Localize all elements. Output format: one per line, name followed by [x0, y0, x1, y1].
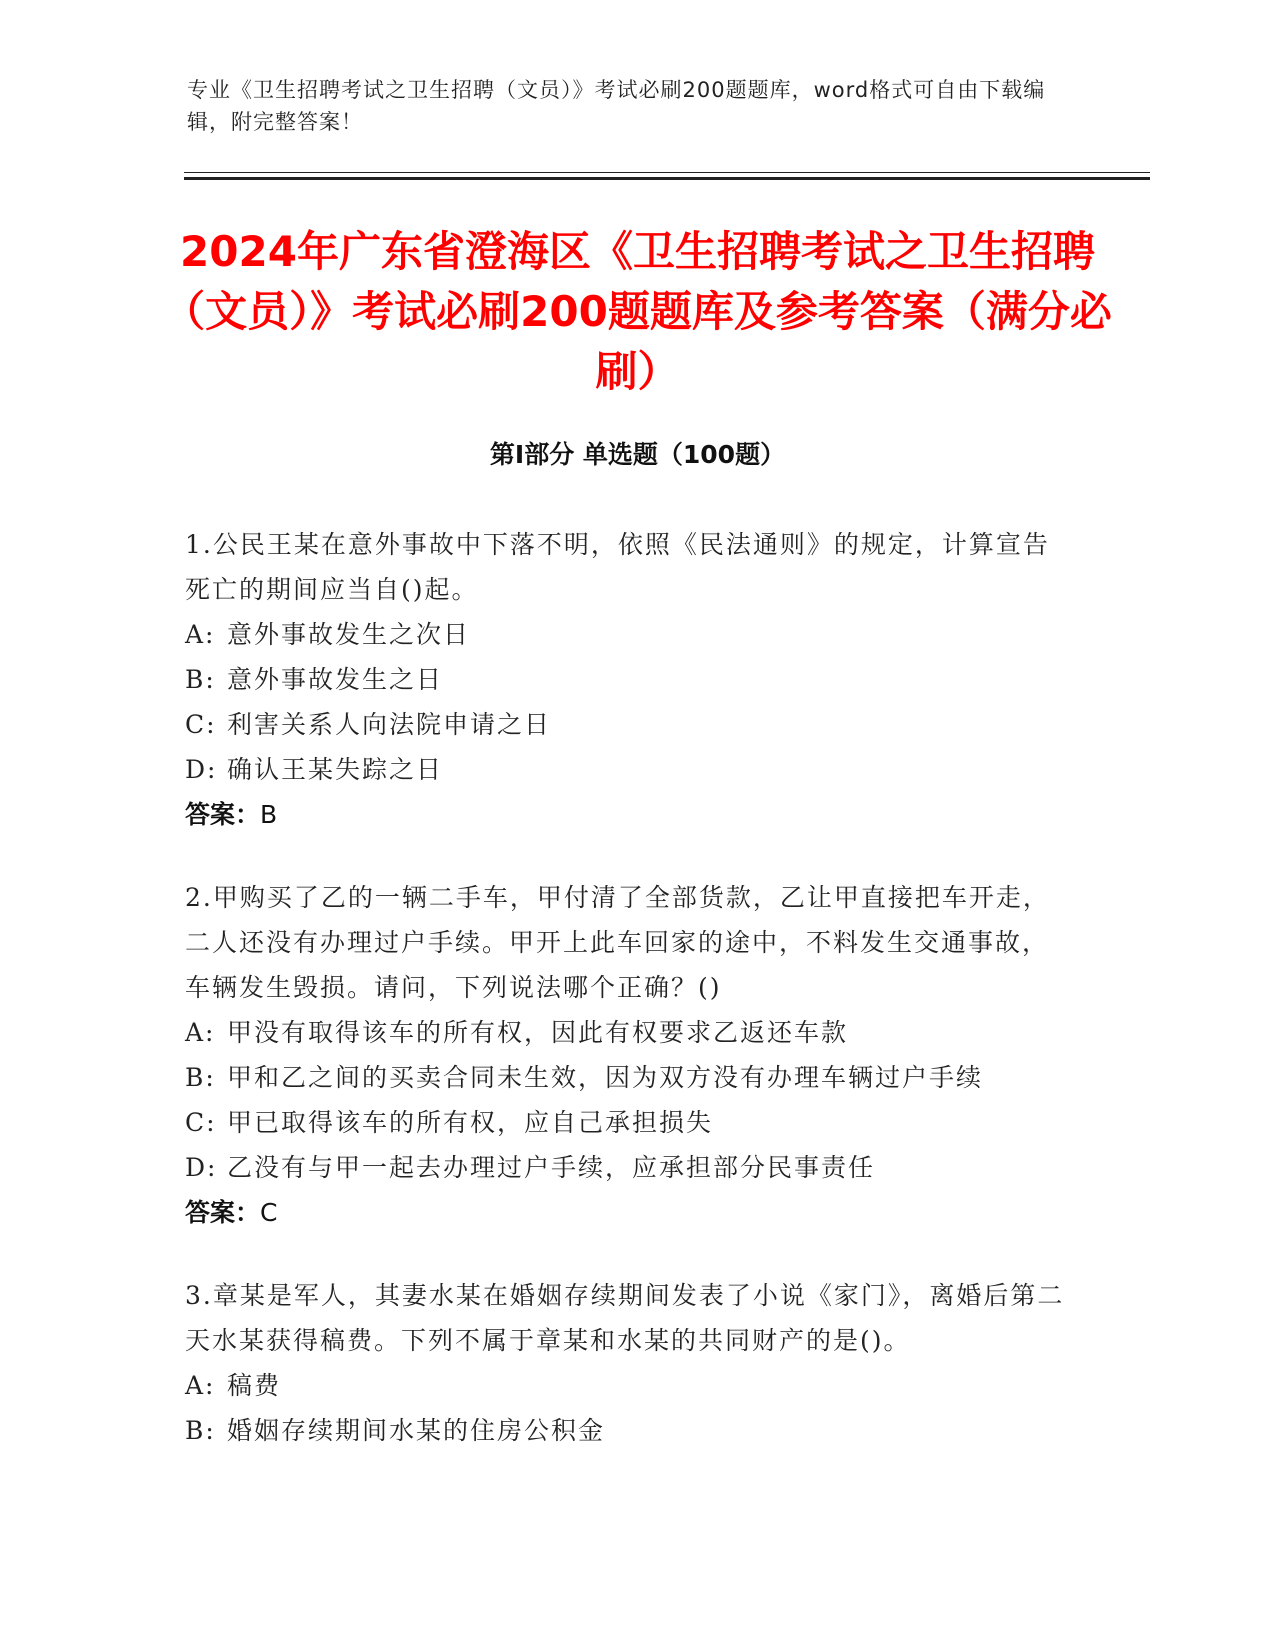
option-text: 甲没有取得该车的所有权，因此有权要求乙返还车款: [227, 1018, 849, 1047]
option-item: [185, 702, 1065, 747]
option-key: B:: [185, 1063, 216, 1092]
document-title: 2024年广东省澄海区《卫生招聘考试之卫生招聘（文员）》考试必刷200题题库及参考答案（满分必刷）: [163, 227, 1112, 396]
answer-line: [185, 1190, 1065, 1235]
option-item: [185, 1363, 1065, 1408]
section-title: 第Ⅰ部分 单选题（100题）: [489, 440, 786, 469]
option-text: 确认王某失踪之日: [227, 755, 444, 784]
option-key: B:: [185, 665, 216, 694]
question-text: 3.章某是军人，其妻水某在婚姻存续期间发表了小说《家门》，离婚后第二天水某获得稿费。下列不属于章某和水某的共同财产的是()。: [185, 1281, 1065, 1355]
option-key: D:: [185, 1153, 218, 1182]
option-text: 甲和乙之间的买卖合同未生效，因为双方没有办理车辆过户手续: [227, 1063, 984, 1092]
option-item: [185, 657, 1065, 702]
answer-label: 答案：: [185, 1198, 261, 1227]
question-text: 1.公民王某在意外事故中下落不明，依照《民法通则》的规定，计算宣告死亡的期间应当自()起。: [185, 530, 1050, 604]
answer-line: [185, 792, 1065, 837]
option-key: A:: [185, 1018, 216, 1047]
option-text: 意外事故发生之日: [227, 665, 444, 694]
option-key: D:: [185, 755, 218, 784]
option-text: 乙没有与甲一起去办理过户手续，应承担部分民事责任: [227, 1153, 876, 1182]
option-key: A:: [185, 620, 216, 649]
option-key: C:: [185, 710, 217, 739]
answer-value: B: [260, 800, 278, 829]
option-text: 婚姻存续期间水某的住房公积金: [227, 1416, 606, 1445]
option-item: [185, 612, 1065, 657]
header-divider-thin: [184, 172, 1150, 173]
question-text: 2.甲购买了乙的一辆二手车，甲付清了全部货款，乙让甲直接把车开走，二人还没有办理过户手续。甲开上此车回家的途中，不料发生交通事故，车辆发生毁损。请问，下列说法哪个正确？(): [185, 883, 1050, 1002]
header-note: 专业《卫生招聘考试之卫生招聘（文员）》考试必刷200题题库，word格式可自由下载编辑，附完整答案！: [187, 78, 1046, 134]
question-item: [185, 875, 1065, 1235]
option-item: [185, 1145, 1065, 1190]
answer-label: 答案：: [185, 800, 261, 829]
option-text: 意外事故发生之次日: [227, 620, 471, 649]
option-item: [185, 1408, 1065, 1453]
question-list: [185, 522, 1065, 1491]
option-key: A:: [185, 1371, 216, 1400]
option-item: [185, 1100, 1065, 1145]
option-item: [185, 1055, 1065, 1100]
option-item: [185, 747, 1065, 792]
option-key: B:: [185, 1416, 216, 1445]
question-item: [185, 1273, 1065, 1453]
option-text: 甲已取得该车的所有权，应自己承担损失: [227, 1108, 714, 1137]
option-text: 稿费: [227, 1371, 282, 1400]
header-divider-thick: [184, 177, 1150, 180]
question-item: [185, 522, 1065, 837]
option-key: C:: [185, 1108, 217, 1137]
answer-value: C: [260, 1198, 278, 1227]
option-text: 利害关系人向法院申请之日: [227, 710, 552, 739]
option-item: [185, 1010, 1065, 1055]
